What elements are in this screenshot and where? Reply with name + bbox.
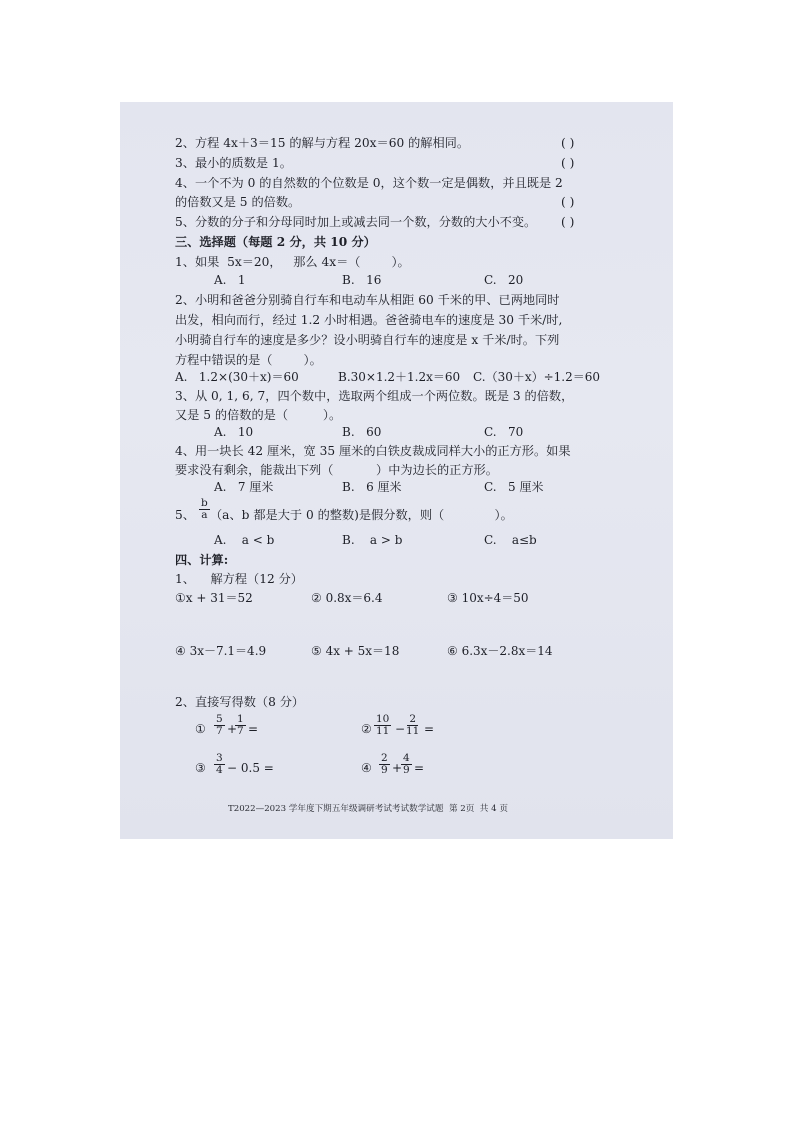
tf-answer-blank-5: ( ) bbox=[561, 215, 575, 229]
numerator: 5 bbox=[216, 713, 223, 725]
choice-1-option-a: A. 1 bbox=[214, 273, 246, 287]
choice-question-5-number: 5、 bbox=[175, 508, 195, 522]
tf-question-2: 2、方程 4x＋3＝15 的解与方程 20x＝60 的解相同。 bbox=[175, 136, 470, 150]
choice-1-option-b: B. 16 bbox=[342, 273, 382, 287]
equation-4: ④ 3x－7.1＝4.9 bbox=[175, 644, 267, 658]
fraction-denominator: a bbox=[201, 509, 208, 521]
tf-question-3: 3、最小的质数是 1。 bbox=[175, 156, 292, 170]
choice-5-option-b: B. a > b bbox=[342, 533, 403, 547]
choice-question-4-line2: 要求没有剩余，能裁出下列（ ）中为边长的正方形。 bbox=[175, 463, 498, 477]
tf-answer-blank-3: ( ) bbox=[561, 156, 575, 170]
direct-calc-4-label: ④ bbox=[361, 761, 372, 775]
direct-calc-4-fraction-a bbox=[379, 753, 390, 776]
denominator: 11 bbox=[406, 725, 420, 737]
tf-answer-blank-2: ( ) bbox=[561, 136, 575, 150]
tf-answer-blank-4: ( ) bbox=[561, 195, 575, 209]
tf-question-4-line1: 4、一个不为 0 的自然数的个位数是 0，这个数一定是偶数，并且既是 2 bbox=[175, 176, 563, 190]
choice-question-4-line1: 4、用一块长 42 厘米，宽 35 厘米的白铁皮裁成同样大小的正方形。如果 bbox=[175, 444, 571, 458]
page-footer: T2022—2023 学年度下期五年级调研考试考试数学试题 第 2页 共 4 页 bbox=[228, 804, 508, 814]
choice-question-1: 1、如果 5x＝20， 那么 4x＝（ ）。 bbox=[175, 255, 410, 269]
choice-3-option-a: A. 10 bbox=[214, 425, 254, 439]
denominator: 11 bbox=[376, 725, 390, 737]
numerator: 10 bbox=[376, 713, 390, 725]
choice-2-option-b: B.30×1.2＋1.2x＝60 bbox=[338, 370, 461, 384]
tf-question-5: 5、分数的分子和分母同时加上或减去同一个数，分数的大小不变。 bbox=[175, 215, 537, 229]
choice-question-2-line4: 方程中错误的是（ ）。 bbox=[175, 353, 322, 367]
denominator: 7 bbox=[237, 725, 244, 737]
denominator: 9 bbox=[403, 764, 410, 776]
direct-calc-3-tail: − 0.5 = bbox=[227, 761, 274, 775]
denominator: 7 bbox=[216, 725, 223, 737]
numerator: 3 bbox=[216, 752, 223, 764]
fraction-b-over-a bbox=[199, 498, 210, 521]
choice-question-3-line2: 又是 5 的倍数的是（ ）。 bbox=[175, 408, 342, 422]
choice-4-option-b: B. 6 厘米 bbox=[342, 480, 402, 494]
equation-5: ⑤ 4x + 5x＝18 bbox=[311, 644, 400, 658]
fraction-numerator: b bbox=[201, 497, 208, 509]
choice-question-3-line1: 3、从 0, 1, 6, 7，四个数中，选取两个组成一个两位数。既是 3 的倍数， bbox=[175, 389, 574, 403]
direct-calc-2-fraction-b bbox=[404, 714, 421, 737]
denominator: 4 bbox=[216, 764, 223, 776]
section-heading-calc: 四、计算: bbox=[175, 553, 229, 567]
direct-calc-2-label: ② bbox=[361, 722, 372, 736]
equation-2: ② 0.8x＝6.4 bbox=[311, 591, 383, 605]
calc-sub-heading-equations: 1、 解方程（12 分） bbox=[175, 572, 303, 586]
direct-calc-3-fraction bbox=[214, 753, 225, 776]
denominator: 9 bbox=[381, 764, 388, 776]
direct-calc-1-fraction-a bbox=[214, 714, 225, 737]
choice-3-option-c: C. 70 bbox=[484, 425, 524, 439]
numerator: 4 bbox=[403, 752, 410, 764]
direct-calc-2-fraction-a bbox=[374, 714, 391, 737]
direct-calc-1-equals: = bbox=[248, 722, 259, 736]
equation-6: ⑥ 6.3x－2.8x＝14 bbox=[447, 644, 553, 658]
equation-3: ③ 10x÷4＝50 bbox=[447, 591, 529, 605]
direct-calc-4-fraction-b bbox=[401, 753, 412, 776]
direct-calc-1-fraction-b bbox=[235, 714, 246, 737]
numerator: 2 bbox=[409, 713, 417, 725]
choice-2-option-c: C.（30＋x）÷1.2＝60 bbox=[473, 370, 601, 384]
equation-1: ①x + 31＝52 bbox=[175, 591, 253, 605]
choice-4-option-a: A. 7 厘米 bbox=[214, 480, 274, 494]
choice-5-option-a: A. a < b bbox=[214, 533, 275, 547]
choice-3-option-b: B. 60 bbox=[342, 425, 382, 439]
numerator: 1 bbox=[237, 713, 244, 725]
direct-calc-1-operator: + bbox=[227, 722, 238, 736]
choice-2-option-a: A. 1.2×(30＋x)＝60 bbox=[175, 370, 299, 384]
choice-question-2-line1: 2、小明和爸爸分别骑自行车和电动车从相距 60 千米的甲、已两地同时 bbox=[175, 293, 560, 307]
direct-calc-1-label: ① bbox=[195, 722, 206, 736]
section-heading-choice: 三、选择题（每题 2 分，共 10 分） bbox=[175, 235, 376, 249]
direct-calc-2-operator: − bbox=[395, 722, 406, 736]
tf-question-4-line2: 的倍数又是 5 的倍数。 bbox=[175, 195, 301, 209]
choice-5-option-c: C. a≤b bbox=[484, 533, 537, 547]
choice-1-option-c: C. 20 bbox=[484, 273, 524, 287]
direct-calc-4-equals: = bbox=[414, 761, 425, 775]
choice-question-2-line3: 小明骑自行车的速度是多少？设小明骑自行车的速度是 x 千米/时。下列 bbox=[175, 333, 560, 347]
direct-calc-3-label: ③ bbox=[195, 761, 206, 775]
choice-question-2-line2: 出发，相向而行，经过 1.2 小时相遇。爸爸骑电车的速度是 30 千米/时, bbox=[175, 313, 563, 327]
choice-4-option-c: C. 5 厘米 bbox=[484, 480, 544, 494]
direct-calc-2-equals: = bbox=[424, 722, 435, 736]
calc-sub-heading-direct: 2、直接写得数（8 分） bbox=[175, 695, 305, 709]
choice-question-5-text: （a、b 都是大于 0 的整数)是假分数，则（ ）。 bbox=[210, 508, 513, 522]
direct-calc-4-operator: + bbox=[392, 761, 403, 775]
numerator: 2 bbox=[381, 752, 388, 764]
exam-page-scan bbox=[120, 102, 673, 839]
